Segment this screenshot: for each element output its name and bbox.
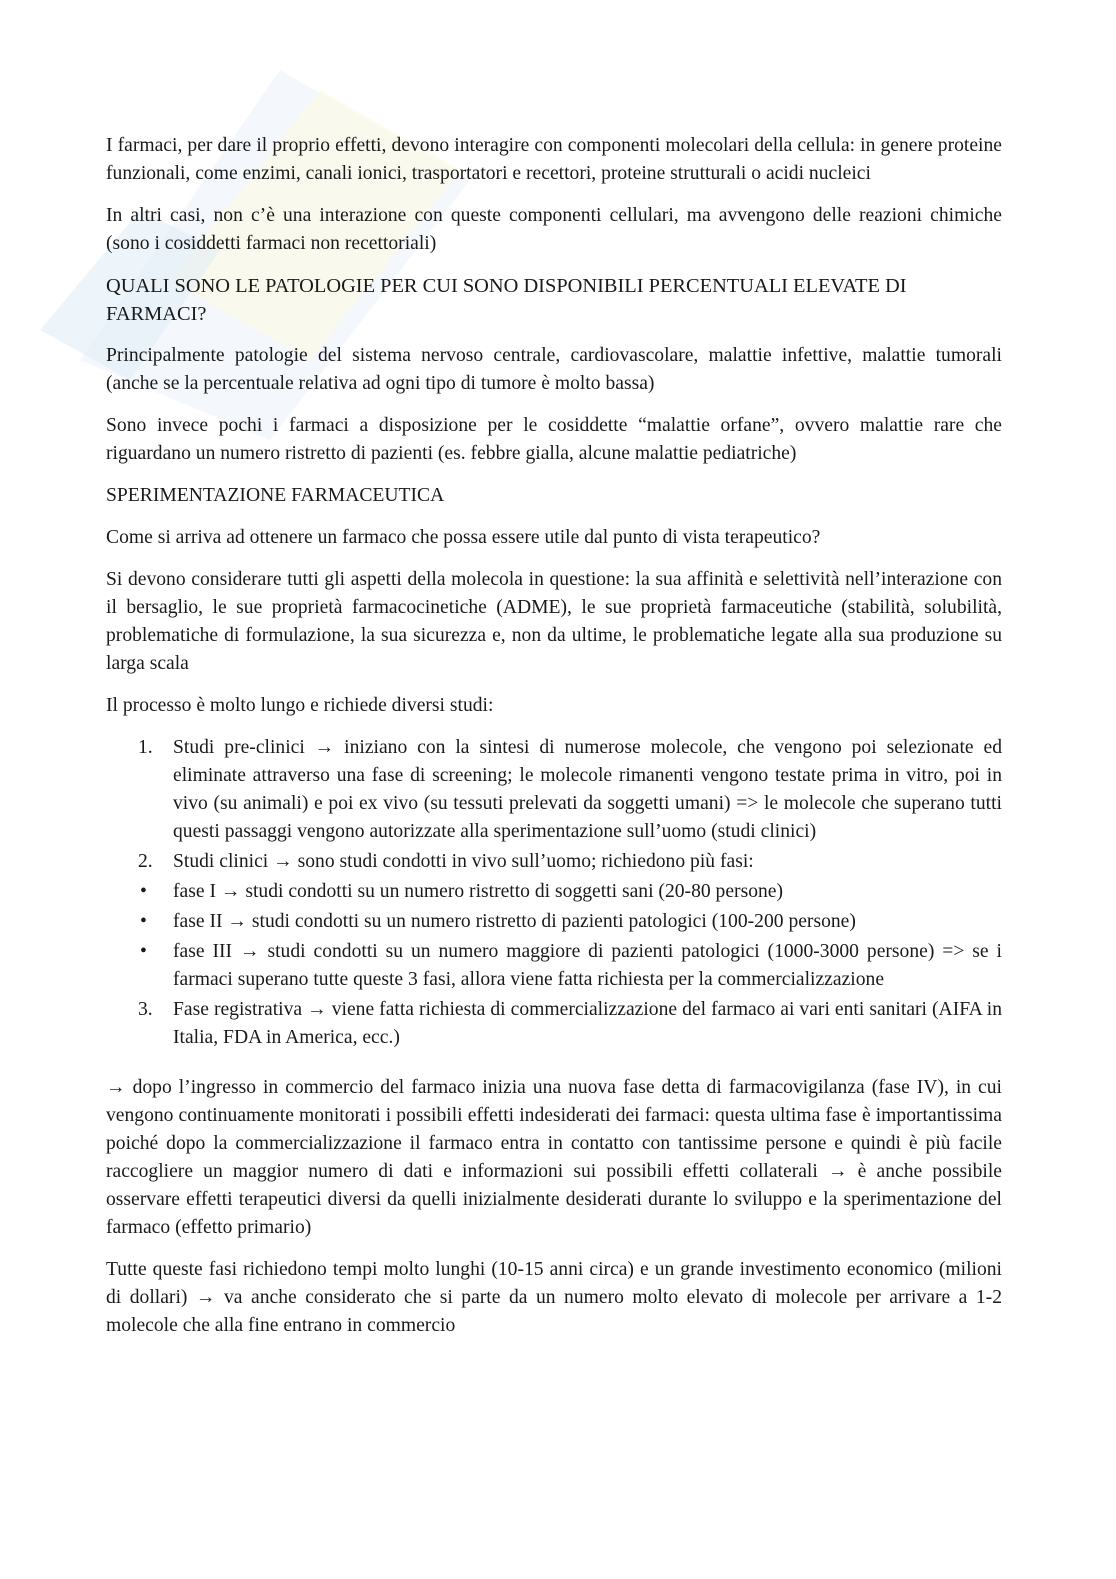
paragraph-pathologies: Principalmente patologie del sistema nervoso centrale, cardiovascolare, malattie infettive, malattie tumorali (anche se la percentuale relativa ad ogni tipo di tumore è molto bassa): [106, 345, 1002, 394]
bullet-icon: •: [140, 941, 147, 962]
bullet-item-phase-2: [106, 908, 1002, 936]
studies-list: [106, 734, 1002, 1052]
bullet-text: fase II → studi condotti su un numero ristretto di pazienti patologici (100-200 persone): [173, 911, 856, 932]
heading-pathologies: QUALI SONO LE PATOLOGIE PER CUI SONO DISPONIBILI PERCENTUALI ELEVATE DI FARMACI?: [106, 275, 907, 325]
list-item-preclinical: [106, 734, 1002, 846]
list-item-clinical: [106, 848, 1002, 876]
bullet-item-phase-3: [106, 938, 1002, 994]
paragraph-aspects: Si devono considerare tutti gli aspetti della molecola in questione: la sua affinità e selettività nell’interazione con il bersaglio, le sue proprietà farmacocinetiche (ADME), le sue proprietà farmaceutiche (stabilità, solubilità, problematiche di formulazione, la sua sicurezza e, non da ultime, le problematiche legate alla sua produzione su larga scala: [106, 569, 1002, 674]
paragraph-intro: I farmaci, per dare il proprio effetti, devono interagire con componenti molecolari della cellula: in genere proteine funzionali, come enzimi, canali ionici, trasportatori e recettori, proteine strutturali o acidi nucleici: [106, 135, 1002, 184]
paragraph-pharmacovigilance: → dopo l’ingresso in commercio del farmaco inizia una nuova fase detta di farmacovigilanza (fase IV), in cui vengono continuamente monitorati i possibili effetti indesiderati dei farmaci: questa ultima fase è importantissima poiché dopo la commercializzazione il farmaco entra in contatto con tantissime persone e quindi è più facile raccogliere un maggior numero di dati e informazioni sui possibili effetti collaterali → è anche possibile osservare effetti terapeutici diversi da quelli inizialmente desiderati durante lo sviluppo e la sperimentazione del farmaco (effetto primario): [106, 1077, 1002, 1238]
list-number: 3.: [138, 999, 153, 1020]
list-number: 1.: [138, 737, 153, 758]
paragraph-timing: Tutte queste fasi richiedono tempi molto lunghi (10-15 anni circa) e un grande investimento economico (milioni di dollari) → va anche considerato che si parte da un numero molto elevato di molecole per arrivare a 1-2 molecole che alla fine entrano in commercio: [106, 1259, 1002, 1336]
bullet-icon: •: [140, 881, 147, 902]
bullet-icon: •: [140, 911, 147, 932]
list-item-registration: [106, 996, 1002, 1052]
list-item-text: Fase registrativa → viene fatta richiesta di commercializzazione del farmaco ai vari enti sanitari (AIFA in Italia, FDA in America, ecc.): [173, 999, 1002, 1048]
bullet-text: fase III → studi condotti su un numero maggiore di pazienti patologici (1000-3000 persone) => se i farmaci superano tutte queste 3 fasi, allora viene fatta richiesta per la commercializzazione: [173, 941, 1002, 990]
list-item-text: Studi clinici → sono studi condotti in vivo sull’uomo; richiedono più fasi:: [173, 851, 754, 872]
paragraph-question: Come si arriva ad ottenere un farmaco che possa essere utile dal punto di vista terapeutico?: [106, 527, 821, 548]
paragraph-process: Il processo è molto lungo e richiede diversi studi:: [106, 695, 494, 716]
paragraph-orphan-diseases: Sono invece pochi i farmaci a disposizione per le cosiddette “malattie orfane”, ovvero malattie rare che riguardano un numero ristretto di pazienti (es. febbre gialla, alcune malattie pediatriche): [106, 415, 1002, 464]
bullet-text: fase I → studi condotti su un numero ristretto di soggetti sani (20-80 persone): [173, 881, 784, 902]
bullet-item-phase-1: [106, 878, 1002, 906]
document-body: [106, 132, 1002, 1354]
paragraph-non-receptor: In altri casi, non c’è una interazione con queste componenti cellulari, ma avvengono delle reazioni chimiche (sono i cosiddetti farmaci non recettoriali): [106, 205, 1002, 254]
heading-experimentation: SPERIMENTAZIONE FARMACEUTICA: [106, 485, 445, 506]
list-item-text: Studi pre-clinici → iniziano con la sintesi di numerose molecole, che vengono poi selezionate ed eliminate attraverso una fase di screening; le molecole rimanenti vengono testate prima in vitro, poi in vivo (su animali) e poi ex vivo (su tessuti prelevati da soggetti umani) => le molecole che superano tutti questi passaggi vengono autorizzate alla sperimentazione sull’uomo (studi clinici): [173, 737, 1002, 842]
list-number: 2.: [138, 851, 153, 872]
